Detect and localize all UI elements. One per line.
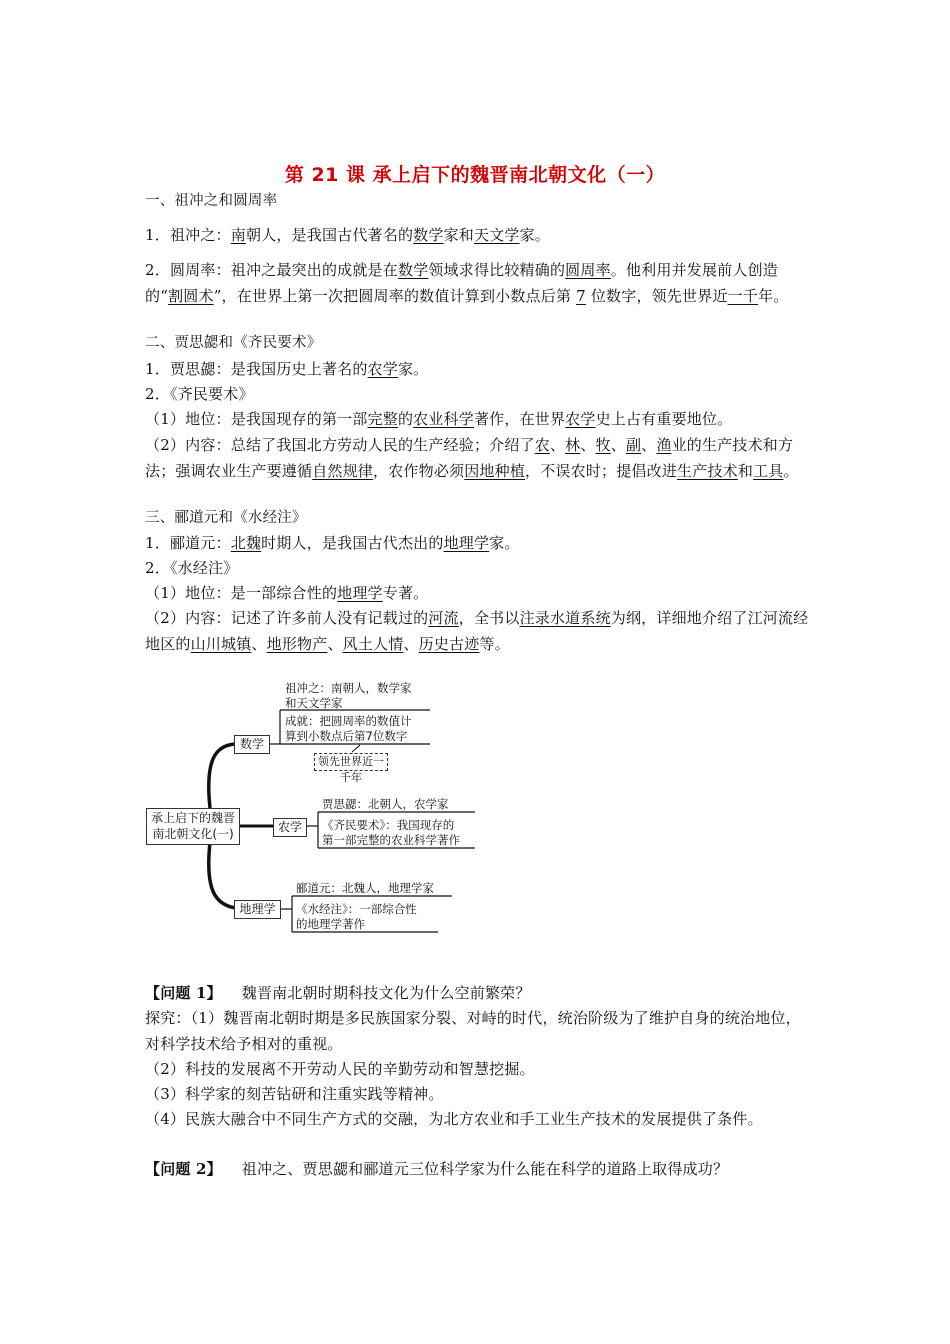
- sec2-p4: [145, 432, 813, 484]
- mindmap-math-node: 数学: [234, 735, 270, 754]
- question-1: [145, 980, 813, 1006]
- text-segment: 。: [783, 462, 799, 480]
- mindmap-math-item1-line2: 和天文学家: [285, 696, 343, 710]
- underlined-answer: 山川城镇: [190, 635, 252, 653]
- underlined-answer: 南: [230, 226, 246, 244]
- underlined-answer: 农业科学: [413, 410, 474, 428]
- text-segment: 著作，在世界: [473, 410, 566, 428]
- underlined-answer: 7: [576, 287, 586, 305]
- text-segment: ”，在世界上第一次把圆周率的数值计算到小数点后第: [213, 287, 577, 305]
- underlined-answer: 副: [625, 436, 642, 454]
- text-segment: 家。: [519, 226, 550, 244]
- text-segment: （1）地位：是我国现存的第一部: [145, 410, 368, 428]
- underlined-answer: 自然规律: [312, 462, 374, 480]
- underlined-answer: 历史古迹: [418, 635, 480, 653]
- mindmap-agri-item1: 贾思勰：北朝人，农学家: [322, 797, 449, 811]
- mindmap-root-line2: 南北朝文化(一): [152, 827, 234, 841]
- sec2-p2: 2．《齐民要术》: [145, 385, 254, 403]
- underlined-answer: 农: [534, 436, 550, 454]
- underlined-answer: 一千: [727, 287, 759, 305]
- underlined-answer: 数学: [397, 261, 429, 279]
- mindmap-math-note: 领先世界近一千年: [314, 753, 388, 771]
- text-segment: 朝人，是我国古代著名的: [245, 226, 414, 244]
- underlined-answer: 圆周率: [565, 261, 611, 279]
- underlined-answer: 因地种植: [464, 462, 526, 480]
- text-segment: 、: [403, 635, 419, 653]
- mindmap-math-item2-line1: 成就：把圆周率的数值计: [285, 714, 412, 728]
- text-segment: 年。: [758, 287, 789, 305]
- text-segment: 专著。: [382, 584, 429, 602]
- text-segment: （2）内容：记述了许多前人没有记载过的: [145, 609, 429, 627]
- text-segment: 等。: [479, 635, 510, 653]
- mindmap-agri-item2: [322, 818, 460, 848]
- text-segment: ，不误农时；提倡改进: [525, 462, 678, 480]
- underlined-answer: 地形物产: [266, 635, 328, 653]
- mindmap-geo-item1: 郦道元：北魏人，地理学家: [296, 881, 434, 895]
- mindmap-root-line1: 承上启下的魏晋: [150, 811, 235, 825]
- underlined-answer: 生产技术: [677, 462, 738, 480]
- underlined-answer: 数学: [413, 226, 444, 244]
- question-2-text: 祖冲之、贾思勰和郦道元三位科学家为什么能在科学的道路上取得成功？: [241, 1160, 729, 1178]
- underlined-answer: 完整: [367, 410, 398, 428]
- text-segment: ，农作物必须: [373, 462, 465, 480]
- underlined-answer: 天文学: [473, 226, 520, 244]
- question-1-label: 【问题 1】: [145, 984, 222, 1002]
- text-segment: 、: [641, 436, 657, 454]
- underlined-answer: 北魏: [230, 534, 262, 552]
- text-segment: 1．贾思勰：是我国历史上著名的: [145, 360, 368, 378]
- mindmap-geo-node: 地理学: [234, 900, 281, 919]
- section-1-heading: 一、祖冲之和圆周率: [145, 193, 278, 209]
- text-segment: 。他利用并发展前人创造的“: [145, 261, 778, 305]
- underlined-answer: 地理学: [337, 584, 383, 602]
- text-segment: （1）地位：是一部综合性的: [145, 584, 338, 602]
- answer-1-part3: （3）科学家的刻苦钻研和注重实践等精神。: [145, 1085, 444, 1103]
- sec3-p1: [145, 530, 813, 556]
- text-segment: ，全书以: [458, 609, 520, 627]
- underlined-answer: 农学: [565, 410, 596, 428]
- answer-1-part2: （2）科技的发展离不开劳动人民的辛勤劳动和智慧挖掘。: [145, 1060, 535, 1078]
- text-segment: 、: [610, 436, 626, 454]
- answer-1-part1: 探究：（1）魏晋南北朝时期是多民族国家分裂、对峙的时代，统治阶级为了维护自身的统治地位，对科学技术给予相对的重视。: [145, 1009, 801, 1053]
- text-segment: 领域求得比较精确的: [428, 261, 566, 279]
- underlined-answer: 工具: [753, 462, 784, 480]
- text-segment: 家。: [489, 534, 520, 552]
- underlined-answer: 渔: [656, 436, 672, 454]
- mindmap-math-item1: [285, 681, 412, 711]
- text-segment: 和: [737, 462, 754, 480]
- sec2-p3: [145, 406, 813, 432]
- text-segment: 1．祖冲之：: [145, 226, 231, 244]
- question-2: [145, 1156, 813, 1182]
- text-segment: 家。: [397, 360, 429, 378]
- underlined-answer: 地理学: [443, 534, 490, 552]
- text-segment: 、: [251, 635, 267, 653]
- text-segment: 业的生产技术和方法；强调农业生产要遵循: [145, 436, 794, 480]
- mindmap-agri-item2-line1: 《齐民要术》：我国现存的: [322, 818, 455, 832]
- text-segment: 史上占有重要地位。: [595, 410, 733, 428]
- underlined-answer: 注录水道系统: [519, 609, 611, 627]
- question-1-text: 魏晋南北朝时期科技文化为什么空前繁荣？: [241, 984, 531, 1002]
- mindmap-math-item2-line2: 算到小数点后第7位数字: [285, 729, 408, 743]
- sec2-p1: [145, 356, 813, 382]
- lesson-title: 第 21 课 承上启下的魏晋南北朝文化（一）: [284, 164, 666, 186]
- question-2-label: 【问题 2】: [145, 1160, 222, 1178]
- underlined-answer: 林: [565, 436, 581, 454]
- text-segment: （2）内容：总结了我国北方劳动人民的生产经验；介绍了: [145, 436, 535, 454]
- text-segment: 位数字，领先世界近: [585, 287, 728, 305]
- underlined-answer: 牧: [595, 436, 611, 454]
- mindmap-geo-item2-line1: 《水经注》：一部综合性: [296, 902, 417, 916]
- mindmap-root: [146, 808, 240, 845]
- underlined-answer: 割圆术: [168, 287, 214, 305]
- answer-1-part4: （4）民族大融合中不同生产方式的交融，为北方农业和手工业生产技术的发展提供了条件。: [145, 1110, 763, 1128]
- text-segment: 为纲，详细地介绍了江河流经地区的: [145, 609, 809, 653]
- sec3-p2: 2．《水经注》: [145, 559, 239, 577]
- section-2-heading: 二、贾思勰和《齐民要术》: [145, 335, 322, 351]
- text-segment: 2．圆周率：祖冲之最突出的成就是在: [145, 261, 398, 279]
- sec1-p2: [145, 257, 813, 309]
- mindmap-geo-item2-line2: 的地理学著作: [296, 917, 365, 931]
- text-segment: 、: [549, 436, 566, 454]
- text-segment: 、: [580, 436, 596, 454]
- sec3-p3: [145, 580, 813, 606]
- section-3-heading: 三、郦道元和《水经注》: [145, 510, 307, 526]
- text-segment: 时期人，是我国古代杰出的: [261, 534, 444, 552]
- mindmap-geo-item2: [296, 902, 417, 932]
- text-segment: 家和: [443, 226, 474, 244]
- underlined-answer: 风土人情: [342, 635, 404, 653]
- underlined-answer: 河流: [428, 609, 459, 627]
- mindmap-math-item2: [285, 714, 412, 744]
- text-segment: 、: [327, 635, 343, 653]
- sec3-p4: [145, 605, 813, 657]
- text-segment: 1．郦道元：: [145, 534, 231, 552]
- mindmap-math-item1-line1: 祖冲之：南朝人，数学家: [285, 681, 412, 695]
- underlined-answer: 农学: [367, 360, 398, 378]
- mindmap-agri-item2-line2: 第一部完整的农业科学著作: [322, 833, 460, 847]
- mindmap-agri-node: 农学: [273, 818, 307, 837]
- text-segment: 的: [397, 410, 414, 428]
- sec1-p1: [145, 222, 813, 248]
